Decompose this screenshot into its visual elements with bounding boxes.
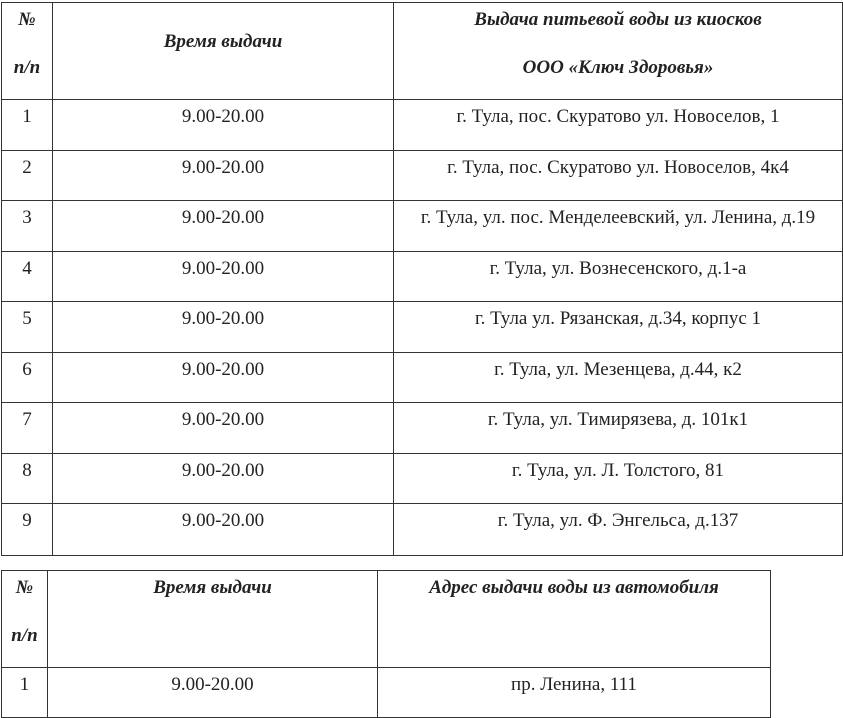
table-row <box>2 403 843 454</box>
row-time: 9.00-20.00 <box>53 302 394 353</box>
row-address: г. Тула, ул. Вознесенского, д.1-а <box>394 252 843 302</box>
table-row <box>2 668 771 718</box>
header-time: Время выдачи <box>48 571 378 668</box>
header-number-sign: № <box>15 577 34 598</box>
table-row <box>2 454 843 504</box>
row-number: 8 <box>2 454 53 504</box>
row-time: 9.00-20.00 <box>53 353 394 403</box>
header-address-company: ООО «Ключ Здоровья» <box>522 57 714 78</box>
row-time: 9.00-20.00 <box>53 504 394 556</box>
table-row <box>2 353 843 403</box>
row-time: 9.00-20.00 <box>53 252 394 302</box>
header-number <box>2 571 48 668</box>
table-row <box>2 201 843 252</box>
table-row <box>2 151 843 201</box>
row-address: г. Тула, ул. Тимирязева, д. 101к1 <box>394 403 843 454</box>
row-address: г. Тула, пос. Скуратово ул. Новоселов, 1 <box>394 100 843 151</box>
row-number: 4 <box>2 252 53 302</box>
car-water-table <box>1 570 771 718</box>
row-time: 9.00-20.00 <box>53 100 394 151</box>
row-number: 9 <box>2 504 53 556</box>
row-time: 9.00-20.00 <box>53 454 394 504</box>
row-address: г. Тула, ул. пос. Менделеевский, ул. Ленина, д.19 <box>394 201 843 252</box>
table-row <box>2 504 843 556</box>
table-header-row <box>2 571 771 668</box>
header-number-abbr: п/п <box>11 625 38 646</box>
table-row <box>2 302 843 353</box>
kiosk-water-table <box>1 2 843 556</box>
row-address: г. Тула, ул. Л. Толстого, 81 <box>394 454 843 504</box>
row-time: 9.00-20.00 <box>53 201 394 252</box>
row-address: г. Тула, ул. Ф. Энгельса, д.137 <box>394 504 843 556</box>
row-number: 3 <box>2 201 53 252</box>
row-address: г. Тула ул. Рязанская, д.34, корпус 1 <box>394 302 843 353</box>
header-address-title: Выдача питьевой воды из киосков <box>474 9 762 30</box>
header-address: Адрес выдачи воды из автомобиля <box>378 571 771 668</box>
header-number-abbr: п/п <box>13 57 41 78</box>
table-row <box>2 252 843 302</box>
row-address: г. Тула, пос. Скуратово ул. Новоселов, 4к4 <box>394 151 843 201</box>
row-time: 9.00-20.00 <box>48 668 378 718</box>
row-number: 1 <box>2 100 53 151</box>
row-number: 1 <box>2 668 48 718</box>
header-number <box>2 3 53 100</box>
header-time: Время выдачи <box>53 3 394 100</box>
table-row <box>2 100 843 151</box>
header-number-sign: № <box>18 9 36 30</box>
row-time: 9.00-20.00 <box>53 403 394 454</box>
row-address: пр. Ленина, 111 <box>378 668 771 718</box>
row-number: 2 <box>2 151 53 201</box>
header-address <box>394 3 843 100</box>
row-time: 9.00-20.00 <box>53 151 394 201</box>
table-header-row <box>2 3 843 100</box>
row-number: 7 <box>2 403 53 454</box>
row-number: 5 <box>2 302 53 353</box>
row-address: г. Тула, ул. Мезенцева, д.44, к2 <box>394 353 843 403</box>
row-number: 6 <box>2 353 53 403</box>
